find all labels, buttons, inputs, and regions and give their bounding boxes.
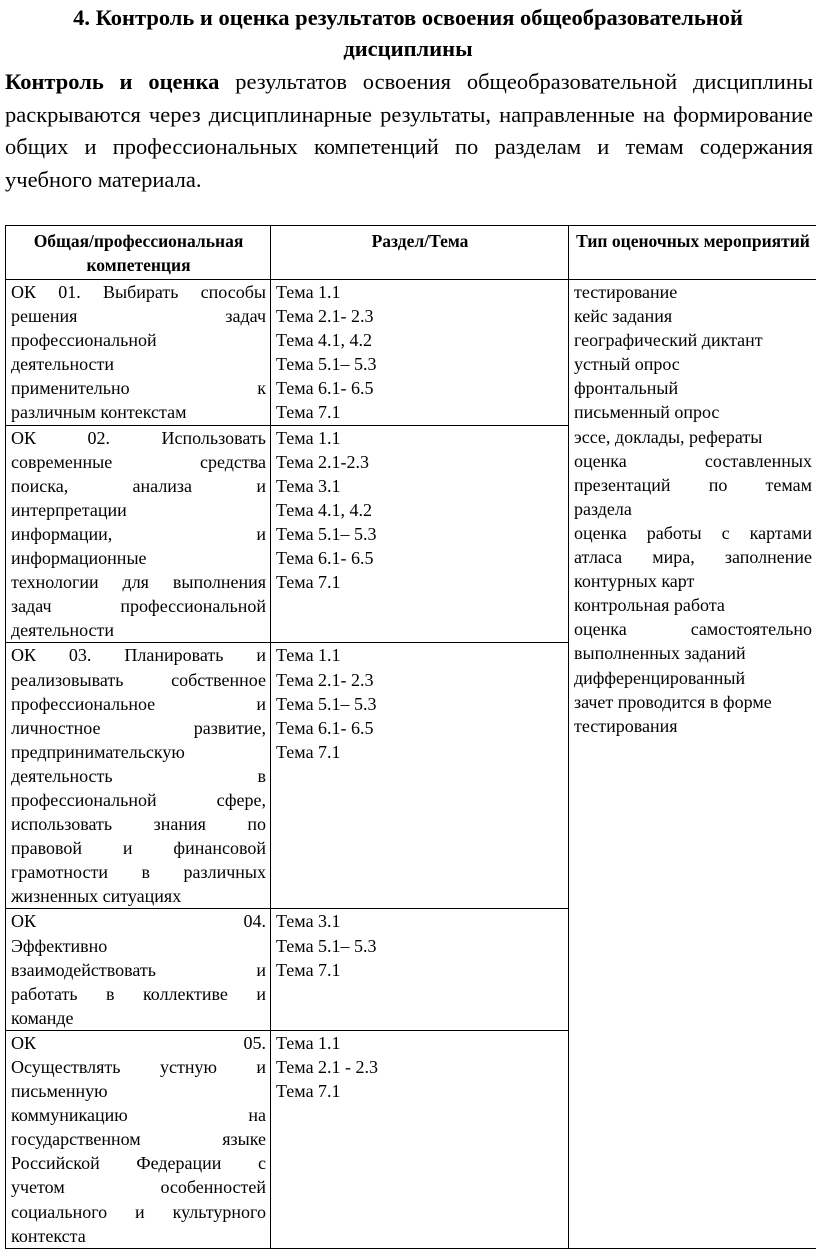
topic-item: Тема 5.1– 5.3: [276, 693, 377, 714]
assessment-item: тестирования: [574, 715, 678, 736]
competence-line: социального и культурного: [11, 1201, 266, 1222]
competence-line: задач профессиональной: [11, 596, 266, 617]
assessment-item: выполненных заданий: [574, 643, 746, 664]
assessment-cell: [569, 280, 816, 1249]
assessment-item: зачет проводится в форме: [574, 691, 772, 712]
topic-item: Тема 2.1 - 2.3: [276, 1057, 379, 1077]
competence-line: грамотности в различных: [11, 862, 266, 883]
competence-line: коммуникацию на: [11, 1105, 266, 1126]
intro-bold-lead: Контроль и оценка: [5, 69, 220, 94]
topic-item: Тема 7.1: [276, 402, 341, 423]
topics-cell: [271, 280, 569, 426]
assessment-item: оценка работы с картами: [574, 522, 812, 543]
competence-line: правовой и финансовой: [11, 838, 266, 859]
intro-paragraph: [5, 66, 813, 196]
assessment-table: [5, 225, 816, 1249]
topic-item: Тема 3.1: [276, 911, 341, 932]
topic-item: Тема 2.1- 2.3: [276, 669, 374, 690]
competence-line: информационные: [11, 548, 147, 569]
competence-line: реализовывать собственное: [11, 669, 266, 690]
competence-line: учетом особенностей: [11, 1177, 266, 1198]
competence-cell: [6, 425, 271, 643]
competence-cell: [6, 909, 271, 1030]
topics-cell: [271, 909, 569, 1030]
assessment-item: контурных карт: [574, 571, 695, 592]
intro-text: результатов освоения общеобразовательной дисциплины раскрываются через дисциплинарные результаты, направленные на формирование общих и профессиональных компетенций по разделам и темам содержания учебного материала.: [5, 69, 813, 192]
topic-item: Тема 4.1, 4.2: [276, 499, 373, 520]
competence-line: профессиональное и: [11, 693, 266, 714]
assessment-item: оценка составленных: [574, 450, 812, 471]
topic-item: Тема 5.1– 5.3: [276, 935, 377, 956]
topic-item: Тема 6.1- 6.5: [276, 378, 374, 399]
competence-cell: [6, 280, 271, 426]
competence-line: письменную: [11, 1081, 108, 1102]
assessment-item: атласа мира, заполнение: [574, 547, 812, 568]
competence-line: деятельность в: [11, 765, 266, 786]
topic-item: Тема 7.1: [276, 959, 341, 980]
competence-line: ОК 02. Использовать: [11, 427, 266, 448]
competence-line: различным контекстам: [11, 402, 187, 423]
competence-cell: [6, 643, 271, 909]
assessment-item: контрольная работа: [574, 595, 725, 616]
competence-line: деятельности: [11, 620, 115, 641]
topic-item: Тема 6.1- 6.5: [276, 717, 374, 738]
assessment-item: устный опрос: [574, 354, 680, 375]
assessment-item: оценка самостоятельно: [574, 619, 812, 640]
competence-line: Российской Федерации с: [11, 1153, 266, 1174]
competence-line: технологии для выполнения: [11, 572, 266, 593]
competence-line: государственном языке: [11, 1129, 266, 1150]
assessment-item: презентаций по темам: [574, 474, 812, 495]
topics-cell: [271, 643, 569, 909]
topic-item: Тема 6.1- 6.5: [276, 548, 374, 569]
assessment-item: фронтальный: [574, 378, 679, 399]
section-heading: [0, 2, 816, 64]
topic-item: Тема 7.1: [276, 1081, 341, 1102]
section-heading-line-1: 4. Контроль и оценка результатов освоения общеобразовательной: [73, 5, 743, 30]
competence-line: контекста: [11, 1225, 86, 1246]
topic-item: Тема 5.1– 5.3: [276, 523, 377, 544]
header-competence: Общая/профессиональная компетенция: [6, 226, 271, 280]
competence-line: ОК 04.: [11, 911, 266, 932]
topic-item: Тема 1.1: [276, 645, 341, 666]
assessment-item: эссе, доклады, рефераты: [574, 426, 763, 447]
competence-cell: [6, 1030, 271, 1248]
competence-line: предпринимательскую: [11, 741, 185, 762]
topics-cell: [271, 425, 569, 643]
competence-line: деятельности: [11, 354, 115, 375]
topic-item: Тема 2.1- 2.3: [276, 306, 374, 327]
competence-line: использовать знания по: [11, 814, 266, 835]
competence-line: ОК 01. Выбирать способы: [11, 282, 266, 302]
competence-line: современные средства: [11, 451, 266, 472]
section-heading-line-2: дисциплины: [343, 36, 473, 61]
assessment-item: раздела: [574, 498, 632, 519]
topics-cell: [271, 1030, 569, 1248]
topic-item: Тема 3.1: [276, 475, 341, 496]
competence-line: решения задач: [11, 306, 266, 327]
competence-line: ОК 03. Планировать и: [11, 645, 266, 666]
topic-item: Тема 1.1: [276, 427, 341, 448]
competence-line: взаимодействовать и: [11, 959, 266, 980]
competence-line: жизненных ситуациях: [11, 886, 182, 907]
assessment-item: тестирование: [574, 282, 678, 302]
header-assessment: Тип оценочных мероприятий: [569, 226, 816, 280]
assessment-item: кейс задания: [574, 306, 673, 327]
topic-item: Тема 1.1: [276, 1032, 341, 1053]
topic-item: Тема 7.1: [276, 572, 341, 593]
competence-line: применительно к: [11, 378, 266, 399]
assessment-item: географический диктант: [574, 330, 763, 351]
competence-line: личностное развитие,: [11, 717, 266, 738]
topic-item: Тема 1.1: [276, 282, 341, 302]
topic-item: Тема 7.1: [276, 741, 341, 762]
topic-item: Тема 4.1, 4.2: [276, 330, 373, 351]
competence-line: информации, и: [11, 523, 266, 544]
topic-item: Тема 5.1– 5.3: [276, 354, 377, 375]
table-header-row: [6, 226, 816, 280]
assessment-item: дифференцированный: [574, 667, 746, 688]
competence-line: ОК 05.: [11, 1032, 266, 1053]
header-topic: Раздел/Тема: [271, 226, 569, 280]
table-row: [6, 280, 816, 426]
competence-line: команде: [11, 1007, 74, 1028]
competence-line: работать в коллективе и: [11, 983, 266, 1004]
competence-line: поиска, анализа и: [11, 475, 266, 496]
competence-line: Эффективно: [11, 935, 108, 956]
competence-line: профессиональной: [11, 330, 157, 351]
competence-line: интерпретации: [11, 499, 127, 520]
competence-line: профессиональной сфере,: [11, 789, 266, 810]
assessment-item: письменный опрос: [574, 402, 720, 423]
competence-line: Осуществлять устную и: [11, 1057, 266, 1077]
topic-item: Тема 2.1-2.3: [276, 451, 370, 472]
